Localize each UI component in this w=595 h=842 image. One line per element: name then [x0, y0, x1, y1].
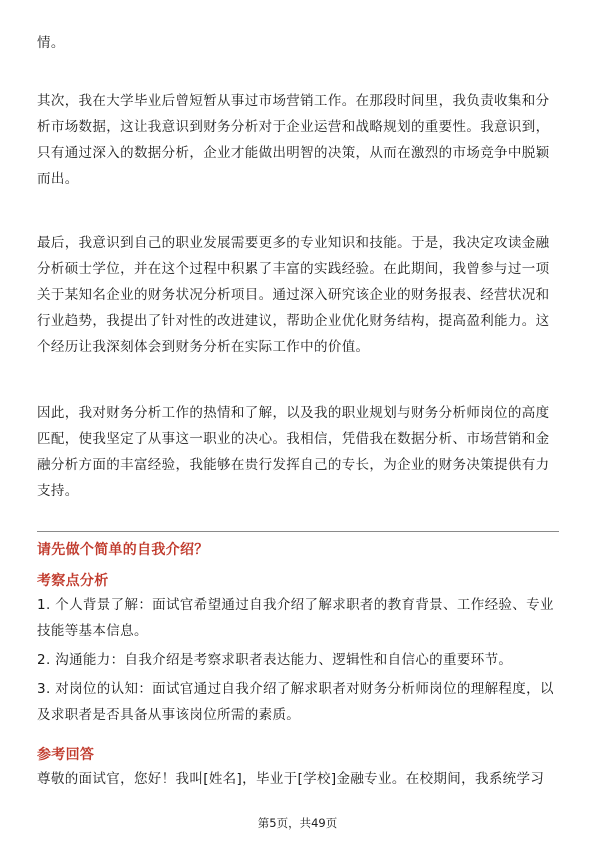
section-divider	[37, 531, 559, 532]
paragraph-last: 最后，我意识到自己的职业发展需要更多的专业知识和技能。于是，我决定攻读金融分析硕士学位，并在这个过程中积累了丰富的实践经验。在此期间，我曾参与过一项关于某知名企业的财务状况分析项目。通过深入研究该企业的财务报表、经营状况和行业趋势，我提出了针对性的改进建议，帮助企业优化财务结构，提高盈利能力。这个经历让我深刻体会到财务分析在实际工作中的价值。	[37, 235, 550, 355]
analysis-item: 3. 对岗位的认知：面试官通过自我介绍了解求职者对财务分析师岗位的理解程度，以及求职者是否具备从事该岗位所需的素质。	[37, 681, 554, 723]
analysis-item: 2. 沟通能力：自我介绍是考察求职者表达能力、逻辑性和自信心的重要环节。	[37, 652, 513, 668]
page-number: 第5页，共49页	[257, 816, 338, 830]
analysis-item: 1. 个人背景了解：面试官希望通过自我介绍了解求职者的教育背景、工作经验、专业技能等基本信息。	[37, 597, 554, 639]
question-heading: 请先做个简单的自我介绍？	[37, 542, 209, 558]
paragraph-conclusion: 因此，我对财务分析工作的热情和了解，以及我的职业规划与财务分析师岗位的高度匹配，使我坚定了从事这一职业的决心。我相信，凭借我在数据分析、市场营销和金融分析方面的丰富经验，我能够在贵行发挥自己的专长，为企业的财务决策提供有力支持。	[37, 405, 550, 499]
paragraph-continuation: 情。	[37, 35, 65, 51]
paragraph-second: 其次，我在大学毕业后曾短暂从事过市场营销工作。在那段时间里，我负责收集和分析市场数据，这让我意识到财务分析对于企业运营和战略规划的重要性。我意识到，只有通过深入的数据分析，企业才能做出明智的决策，从而在激烈的市场竞争中脱颖而出。	[37, 93, 550, 187]
answer-heading: 参考回答	[37, 747, 95, 763]
answer-text: 尊敬的面试官，您好！我叫[姓名]，毕业于[学校]金融专业。在校期间，我系统学习	[37, 771, 545, 787]
analysis-heading: 考察点分析	[37, 573, 109, 589]
